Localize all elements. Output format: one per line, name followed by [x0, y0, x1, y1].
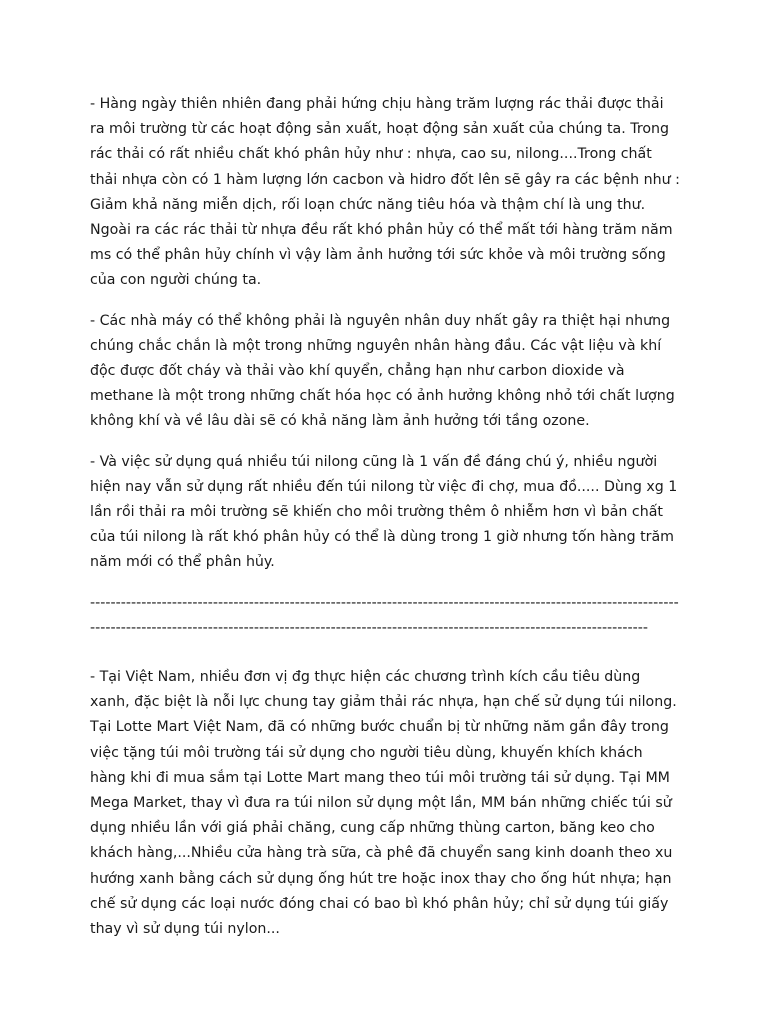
paragraph-vietnam-initiatives: - Tại Việt Nam, nhiều đơn vị đg thực hiện các chương trình kích cầu tiêu dùng xanh, đặc biệt là nỗi lực chung tay giảm thải rác nhựa, hạn chế sử dụng túi nilong. Tại Lotte Mart Việt Nam, đã có những bước chuẩn bị từ những năm gần đây trong việc tặng túi môi trường tái sử dụng cho người tiêu dùng, khuyến khích khách hàng khi đi mua sắm tại Lotte Mart mang theo túi môi trường tái sử dụng. Tại MM Mega Market, thay vì đưa ra túi nilon sử dụng một lần, MM bán những chiếc túi sử dụng nhiều lần với giá phải chăng, cung cấp những thùng carton, băng keo cho khách hàng,...Nhiều cửa hàng trà sữa, cà phê đã chuyển sang kinh doanh theo xu hướng xanh bằng cách sử dụng ống hút tre hoặc inox thay cho ống hút nhựa; hạn chế sử dụng các loại nước đóng chai có bao bì khó phân hủy; chỉ sử dụng túi giấy thay vì sử dụng túi nylon...	[90, 669, 677, 938]
paragraph-factories: - Các nhà máy có thể không phải là nguyên nhân duy nhất gây ra thiệt hại nhưng chúng chắc chắn là một trong những nguyên nhân hàng đầu. Các vật liệu và khí độc được đốt cháy và thải vào khí quyển, chẳng hạn như carbon dioxide và methane là một trong những chất hóa học có ảnh hưởng không nhỏ tới chất lượng không khí và về lâu dài sẽ có khả năng làm ảnh hưởng tới tầng ozone.	[90, 312, 675, 430]
paragraph-plastic-bags: - Và việc sử dụng quá nhiều túi nilong cũng là 1 vấn đề đáng chú ý, nhiều người hiện nay vẫn sử dụng rất nhiều đến túi nilong từ việc đi chợ, mua đồ..... Dùng xg 1 lần rồi thải ra môi trường sẽ khiến cho môi trường thêm ô nhiễm hơn vì bản chất của túi nilong là rất khó phân hủy có thể là dùng trong 1 giờ nhưng tốn hàng trăm năm mới có thể phân hủy.	[90, 453, 678, 571]
dashed-divider: --------------------------------------------------------------------------------------------------------------------------------------------------------------------------------------------------------------------------------	[90, 594, 679, 636]
document-page	[90, 92, 680, 957]
paragraph-nature-waste: - Hàng ngày thiên nhiên đang phải hứng chịu hàng trăm lượng rác thải được thải ra môi trường từ các hoạt động sản xuất, hoạt động sản xuất của chúng ta. Trong rác thải có rất nhiều chất khó phân hủy như : nhựa, cao su, nilong....Trong chất thải nhựa còn có 1 hàm lượng lớn cacbon và hidro đốt lên sẽ gây ra các bệnh như : Giảm khả năng miễn dịch, rối loạn chức năng tiêu hóa và thậm chí là ung thư. Ngoài ra các rác thải từ nhựa đều rất khó phân hủy có thể mất tới hàng trăm năm ms có thể phân hủy chính vì vậy làm ảnh hưởng tới sức khỏe và môi trường sống của con người chúng ta.	[90, 96, 680, 289]
